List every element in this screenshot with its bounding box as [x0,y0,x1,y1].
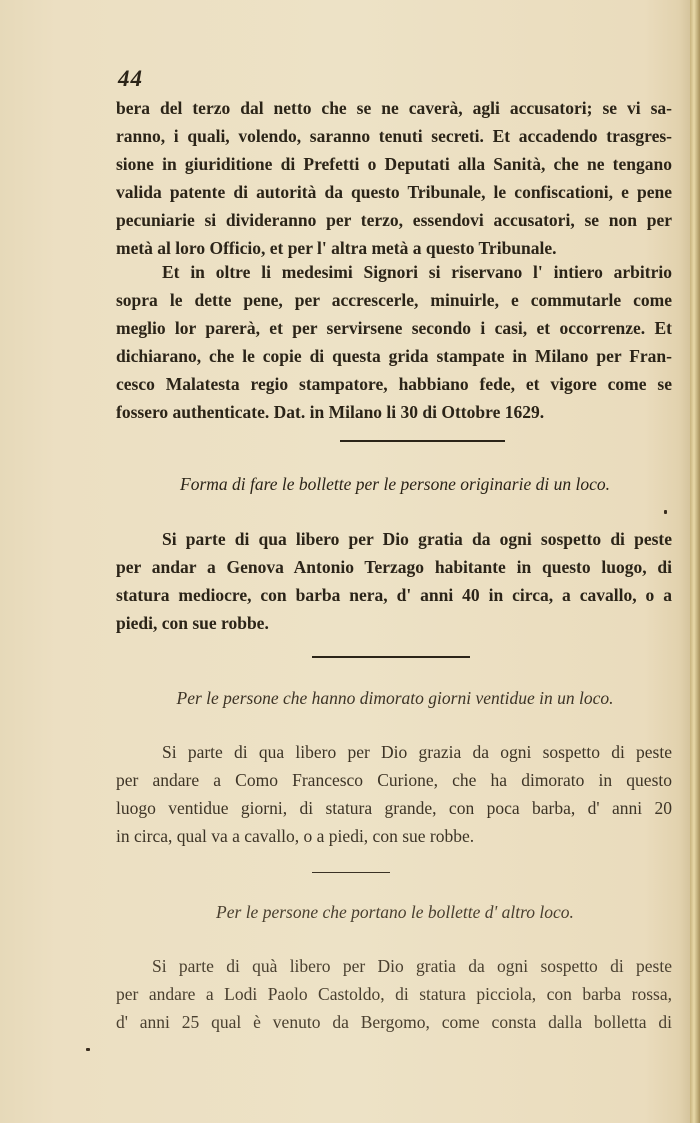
section-heading: Forma di fare le bollette per le persone originarie di un loco. [180,474,610,494]
page-edge [690,0,700,1123]
text-line: piedi, con sue robbe. [116,613,269,633]
section-divider [312,656,470,658]
text-line: per andare a Como Francesco Curione, che ha dimorato in questo [116,770,672,790]
paragraph-2 [116,258,672,426]
section-body [116,525,672,637]
text-line: cesco Malatesta regio stampatore, habbiano fede, et vigore come se [116,374,672,394]
text-line: dichiarano, che le copie di questa grida stampate in Milano per Fran- [116,346,672,366]
text-line: sopra le dette pene, per accrescerle, minuirle, e commutarle come [116,290,672,310]
page-number: 44 [118,66,143,91]
text-line: Si parte di quà libero per Dio gratia da ogni sospetto di peste [152,956,672,976]
text-line: valida patente di autorità da questo Tribunale, le confiscationi, e pene [116,182,672,202]
ink-speck [664,510,667,514]
text-line: per andare a Lodi Paolo Castoldo, di statura picciola, con barba rossa, [116,984,672,1004]
text-line: pecuniarie si divideranno per terzo, essendovi accusatori, se non per [116,210,672,230]
text-line: d' anni 25 qual è venuto da Bergomo, come consta dalla bolletta di [116,1012,672,1032]
text-line: per andar a Genova Antonio Terzago habitante in questo luogo, di [116,557,672,577]
section-divider [340,440,505,442]
text-line: Et in oltre li medesimi Signori si riservano l' intiero arbitrio [162,262,672,282]
text-line: ranno, i quali, volendo, saranno tenuti secreti. Et accadendo trasgres- [116,126,672,146]
text-line: bera del terzo dal netto che se ne caverà, agli accusatori; se vi sa- [116,98,672,118]
section-divider [312,872,390,873]
text-line: sione in giuriditione di Prefetti o Deputati alla Sanità, che ne tengano [116,154,672,174]
text-line: Si parte di qua libero per Dio grazia da ogni sospetto di peste [162,742,672,762]
ink-speck [86,1048,90,1051]
section-heading: Per le persone che portano le bollette d' altro loco. [216,902,574,922]
text-line: fossero authenticate. Dat. in Milano li 30 di Ottobre 1629. [116,402,545,422]
text-line: meglio lor parerà, et per servirsene secondo i casi, et occorrenze. Et [116,318,672,338]
text-line: Si parte di qua libero per Dio gratia da ogni sospetto di peste [162,529,672,549]
text-line: statura mediocre, con barba nera, d' anni 40 in circa, a cavallo, o a [116,585,672,605]
section-body [116,952,672,1036]
text-line: metà al loro Officio, et per l' altra metà a questo Tribunale. [116,238,557,258]
text-line: in circa, qual va a cavallo, o a piedi, con sue robbe. [116,826,475,846]
text-line: luogo ventidue giorni, di statura grande, con poca barba, d' anni 20 [116,798,672,818]
section-heading: Per le persone che hanno dimorato giorni ventidue in un loco. [176,688,614,708]
paragraph-1 [116,94,672,262]
section-body [116,738,672,850]
